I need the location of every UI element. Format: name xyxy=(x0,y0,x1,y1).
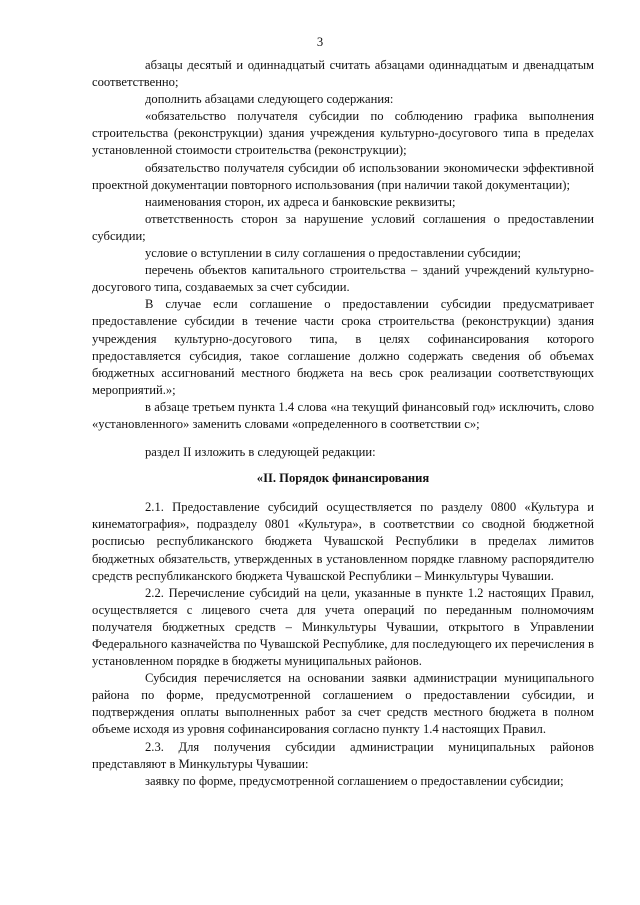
paragraph: перечень объектов капитального строительства – зданий учреждений культурно-досугового типа, создаваемых за счет субсидии. xyxy=(92,263,594,295)
section-paragraph: Субсидия перечисляется на основании заявки администрации муниципального района по форме, предусмотренной соглашением о предоставлении субсидии, и подтверждения оплаты выполненных работ за счет средств местного бюджета в полном объеме исходя из уровня софинансирования согласно пункту 1.4 настоящих Правил. xyxy=(92,671,594,737)
paragraph: ответственность сторон за нарушение условий соглашения о предоставлении субсидии; xyxy=(92,211,594,243)
section-paragraph: 2.3. Для получения субсидии администрации муниципальных районов представляют в Минкультуры Чувашии: xyxy=(92,739,594,771)
paragraph: обязательство получателя субсидии об использовании экономически эффективной проектной документации повторного использования (при наличии такой документации); xyxy=(92,160,594,192)
section-heading: «II. Порядок финансирования xyxy=(256,471,430,486)
paragraph: дополнить абзацами следующего содержания: xyxy=(145,92,394,107)
page-number: 3 xyxy=(316,35,324,49)
document-body xyxy=(92,57,594,790)
paragraph: абзацы десятый и одиннадцатый считать абзацами одиннадцатым и двенадцатым соответственно; xyxy=(92,58,594,90)
paragraph: наименования сторон, их адреса и банковские реквизиты; xyxy=(145,194,456,209)
paragraph: условие о вступлении в силу соглашения о предоставлении субсидии; xyxy=(145,246,522,261)
paragraph: раздел II изложить в следующей редакции: xyxy=(145,445,376,460)
section-paragraph: заявку по форме, предусмотренной соглашением о предоставлении субсидии; xyxy=(145,773,564,788)
paragraph: «обязательство получателя субсидии по соблюдению графика выполнения строительства (реконструкции) здания учреждения культурно-досугового типа в пределах установленной стоимости строительства (реконструкции); xyxy=(92,109,594,158)
paragraph: в абзаце третьем пункта 1.4 слова «на текущий финансовый год» исключить, слово «установленного» заменить словами «определенного в соответствии с»; xyxy=(92,399,594,431)
paragraph: В случае если соглашение о предоставлении субсидии предусматривает предоставление субсидии в течение части срока строительства (реконструкции) здания учреждения культурно-досугового типа, в целях софинансирования которого предоставляется субсидия, такое соглашение должно содержать сведения об объемах бюджетных ассигнований местного бюджета на весь срок реализации соответствующих мероприятий.»; xyxy=(92,297,594,397)
section-paragraph: 2.1. Предоставление субсидий осуществляется по разделу 0800 «Культура и кинематография», подразделу 0801 «Культура», в соответствии со сводной бюджетной росписью республиканского бюджета Чувашской Республики в пределах лимитов бюджетных обязательств, утвержденных в установленном порядке главному распорядителю средств республиканского бюджета Чувашской Республики – Минкультуры Чувашии. xyxy=(92,500,594,583)
section-paragraph: 2.2. Перечисление субсидий на цели, указанные в пункте 1.2 настоящих Правил, осуществляется с лицевого счета для учета операций по переданным полномочиям получателя бюджетных средств – Минкультуры Чувашии, открытого в Управлении Федерального казначейства по Чувашской Республике, для последующего их перечисления в установленном порядке в бюджеты муниципальных районов. xyxy=(92,585,594,669)
